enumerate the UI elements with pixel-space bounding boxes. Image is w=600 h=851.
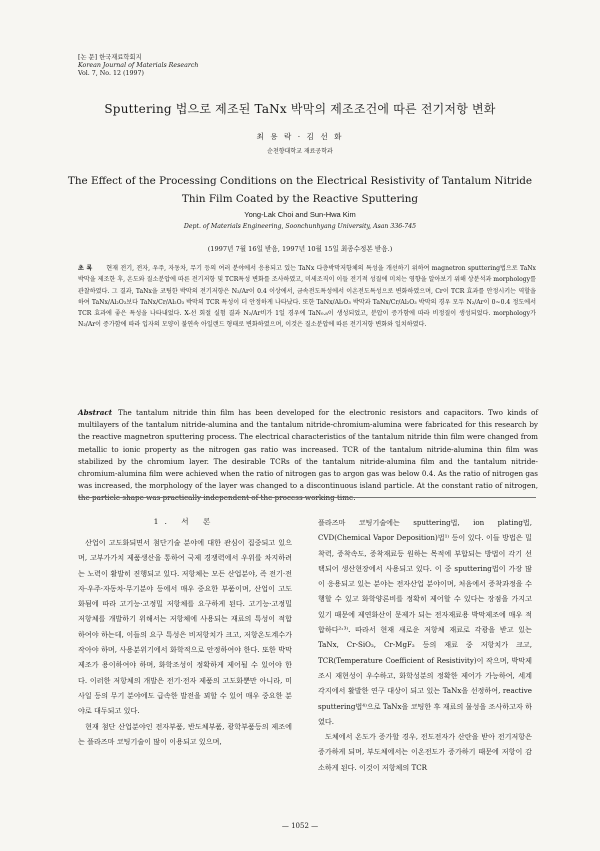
- korean-authors: 최 용 락 · 김 선 화: [256, 132, 344, 141]
- body-column-right: [318, 515, 532, 775]
- body-paragraph: 플라즈마 코팅기술에는 sputtering법, ion plating법, CVD(Chemical Vapor Deposition)법¹⁾ 등이 있다. 이들 방법은 밀착력, 증착속도, 증착재료등 원하는 목적에 부합되는 방법이 각기 선택되어 생산현장에서 사용되고 있다. 이 중 sputtering법이 가장 많이 응용되고 있는 분야는 전자산업 분야이며, 처음에서 증착과정을 수행할 수 있고 화학양론비를 정확히 제어할 수 있다는 장점을 가지고 있기 때문에 제연화산이 문제가 되는 전자재료용 박막제조에 매우 적합하다²˒³⁾. 따라서 현재 새로운 저항체 재료로 각광을 받고 있는 TaNx, Cr-SiO₂, Cr-MgF₂ 등의 재료 중 저항치가 크고, TCR(Temperature Coefficient of Resistivity)이 작으며, 박막제조시 재현성이 우수하고, 화학성분의 정확한 제어가 가능하여, 세계 각지에서 활발한 연구 대상이 되고 있는 TaNx을 선정하여, reactive sputtering법⁴⁾으로 TaNx을 코팅한 후 재료의 물성을 조사하고자 하였다.: [318, 518, 532, 726]
- journal-name-korean: [논 문] 한국재료학회지: [78, 54, 142, 61]
- section-heading-introduction: 1. 서 론: [153, 517, 217, 526]
- english-authors: Yong-Lak Choi and Sun-Hwa Kim: [244, 210, 356, 219]
- body-column-left: [78, 515, 292, 749]
- journal-header: [78, 54, 198, 78]
- english-abstract-text: The tantalum nitride thin film has been developed for the electronic resistors and capacitors. Two kinds of multilayers of the tantalum nitride-alumina and the tantalum nitride-chromium-alumina were fabricated for this research by the reactive magnetron sputtering process. The electrical characteristics of the tantalum nitride thin film were changed from metallic to ionic property as the nitrogen gas ratio was increased. TCR of the tantalum nitride-alumina thin film was stabilized by the chromium layer. The desirable TCRs of the tantalum nitride-alumina film and the tantalum nitride-chromium-alumina film were achieved when the ratio of nitrogen gas to argon gas was below 0.4. As the ratio of nitrogen gas was increased, the morphology of the layer was changed to a discontinuous island particle. At the constant ratio of nitrogen, the particle shape was practically independent of the process working time.: [78, 408, 538, 503]
- korean-abstract: [78, 263, 536, 331]
- page-number: — 1052 —: [281, 822, 319, 830]
- korean-affiliation: 순천향대학교 재료공학과: [267, 148, 333, 155]
- korean-abstract-label: 초 록: [78, 265, 93, 272]
- english-title-line-1: The Effect of the Processing Conditions on the Electrical Resistivity of Tantalum Nitride: [67, 175, 533, 187]
- section-divider: [78, 497, 536, 498]
- body-paragraph: 현재 첨단 산업분야인 전자부품, 반도체부품, 광학부품등의 제조에는 플라즈마 코팅기술이 많이 이용되고 있으며,: [78, 721, 292, 746]
- body-paragraph: 산업이 고도화되면서 첨단기술 분야에 대한 관심이 집중되고 있으며, 고부가가치 제품생산을 통하여 국제 경쟁력에서 우위를 차지하려는 노력이 활발히 진행되고 있다. 저항체는 모든 산업분야, 즉 전기·전자·우주·자동차·무기분야 등에서 매우 중요한 부품이며, 산업이 고도화됨에 따라 고기능·고정밀 저항체를 요구하게 된다. 고기능·고정밀 저항체를 개발하기 위해서는 저항체에 사용되는 재료의 특성이 적합하여야 하는데, 이들의 요구 특성은 비저항치가 크고, 저항온도계수가 작아야 하며, 사용분위기에서 화학적으로 안정하여야 한다. 또한 박막제조가 용이하여야 하며, 화학조성이 정확하게 제어될 수 있어야 한다. 이러한 저항체의 개발은 전기·전자 제품의 고도화뿐만 아니라, 미사일 등의 무기 분야에도 급속한 발전을 꾀할 수 있어 매우 중요한 분야로 대두되고 있다.: [78, 538, 292, 716]
- journal-volume: Vol. 7, No. 12 (1997): [78, 70, 144, 77]
- english-title-line-2: Thin Film Coated by the Reactive Sputtering: [181, 193, 419, 205]
- body-paragraph: 도체에서 온도가 증가할 경우, 전도전자가 산란을 받아 전기저항은 증가하게 되며, 부도체에서는 이온전도가 증가하기 때문에 저항이 감소하게 된다. 이것이 저항체의 TCR: [318, 732, 532, 772]
- english-abstract-label: Abstract: [78, 408, 113, 417]
- received-dates: (1997년 7월 16일 받음, 1997년 10월 15일 최종수정본 받음.): [207, 245, 393, 253]
- english-abstract: [78, 407, 538, 505]
- english-affiliation: Dept. of Materials Engineering, Soonchunhyang University, Asan 336-745: [183, 223, 417, 230]
- journal-name-english: Korean Journal of Materials Research: [78, 62, 199, 69]
- korean-abstract-text: 현재 전기, 전자, 우주, 자동차, 무기 등의 여러 분야에서 응용되고 있는 TaNx 다층박막저항체의 특성을 개선하기 위하여 magnetron sputtering법으로 TaNx 박막을 제조한 후, 온도와 질소분압에 따른 전기저항 및 TCR특성 변화를 조사하였고, 미세조직이 이들 전기적 성질에 미치는 영향을 알아보기 위해 상분석과 morphology를 관찰하였다. 그 결과, TaNx을 코팅한 박막의 전기저항은 N₂/Ar이 0.4 이상에서, 금속전도특성에서 이온전도특성으로 변화하였으며, Cr이 TCR 효과를 안정시키는 역할을 하여 TaNx/Al₂O₃보다 TaNx/Cr/Al₂O₃ 박막의 TCR 특성이 더 안정하게 나타났다. 또한 TaNx/Al₂O₃ 박막과 TaNx/Cr/Al₂O₃ 박막의 경우 모두 N₂/Ar이 0~0.4 정도에서 TCR 효과에 좋은 특성을 나타내었다. X-선 회절 실험 결과 N₂/Ar비가 1일 경우에 TaN₀.₈이 생성되었고, 분압이 증가함에 따라 비정질이 생성되었다. morphology가 N₂/Ar이 증가함에 따라 입자의 모양이 불연속 아일랜드 형태로 변화하였으며, 이것은 질소분압에 따른 전기저항 변화와 일치하였다.: [78, 265, 536, 329]
- korean-title: Sputtering 법으로 제조된 TaNx 박막의 제조조건에 따른 전기저항 변화: [104, 102, 496, 116]
- english-title: [0, 172, 600, 208]
